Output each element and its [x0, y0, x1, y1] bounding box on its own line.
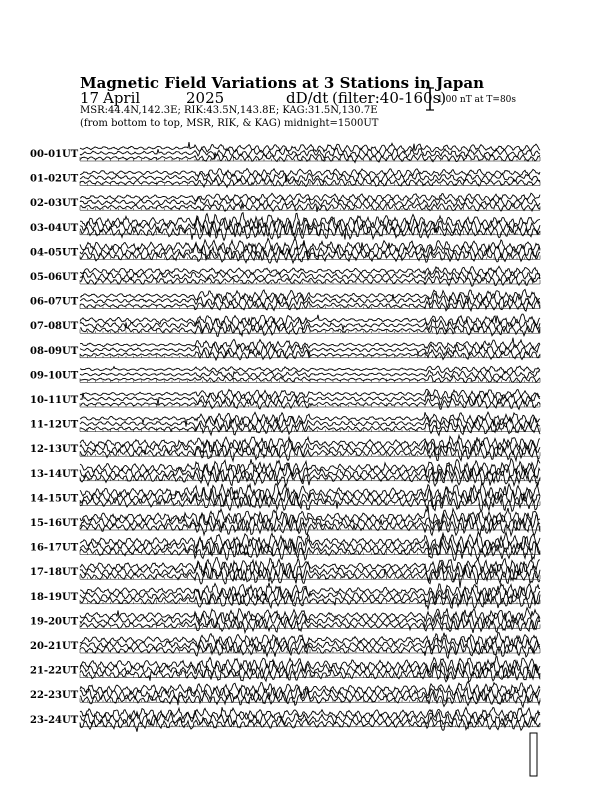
row-label: 13-14UT [30, 468, 79, 480]
date-year: 2025 [186, 89, 225, 107]
row-label: 05-06UT [30, 272, 79, 283]
trace-rik [80, 371, 540, 379]
row-label: 21-22UT [30, 665, 79, 677]
row-label: 15-16UT [30, 518, 79, 529]
scale-label: 1.00 nT at T=80s [437, 95, 517, 105]
trace-rik [80, 172, 540, 182]
row-label: 00-01UT [30, 149, 79, 160]
row-label: 14-15UT [30, 493, 79, 505]
trace-kag [80, 266, 540, 275]
row-label: 01-02UT [30, 173, 79, 185]
trace-kag [80, 633, 540, 649]
row-label: 10-11UT [30, 395, 79, 406]
trace-kag [80, 193, 540, 201]
row-label: 07-08UT [30, 321, 79, 333]
row-label: 12-13UT [30, 444, 79, 456]
trace-msr [80, 398, 540, 409]
trace-kag [80, 338, 540, 351]
date-day: 17 [80, 89, 100, 107]
trace-kag [80, 366, 540, 373]
row-label: 17-18UT [30, 567, 79, 579]
quantity-label: dD/dt [286, 89, 329, 107]
row-label: 04-05UT [30, 247, 79, 259]
row-label: 06-07UT [30, 296, 79, 308]
row-label: 08-09UT [30, 345, 79, 357]
filter-label: (filter:40-160s) [332, 89, 447, 107]
row-label: 11-12UT [30, 419, 79, 431]
chart-title: Magnetic Field Variations at 3 Stations in Japan [80, 74, 485, 92]
row-label: 20-21UT [30, 641, 79, 652]
row-label: 23-24UT [30, 714, 79, 726]
row-label: 16-17UT [30, 542, 79, 554]
row-label: 18-19UT [30, 591, 79, 603]
row-label: 09-10UT [30, 370, 79, 382]
date-month: April [103, 89, 141, 107]
order-info: (from bottom to top, MSR, RIK, & KAG) midnight=1500UT [80, 118, 379, 129]
row-label: 03-04UT [30, 222, 79, 234]
stations-info: MSR:44.4N,142.3E; RIK:43.5N,143.8E; KAG:31.5N,130.7E [80, 105, 378, 116]
trace-kag [80, 532, 540, 551]
row-label: 22-23UT [30, 690, 79, 702]
trace-kag [80, 506, 540, 525]
end-marker [530, 733, 537, 776]
trace-rik [80, 216, 540, 240]
row-label: 19-20UT [30, 616, 79, 628]
trace-kag [80, 412, 540, 427]
row-label: 02-03UT [30, 198, 79, 210]
